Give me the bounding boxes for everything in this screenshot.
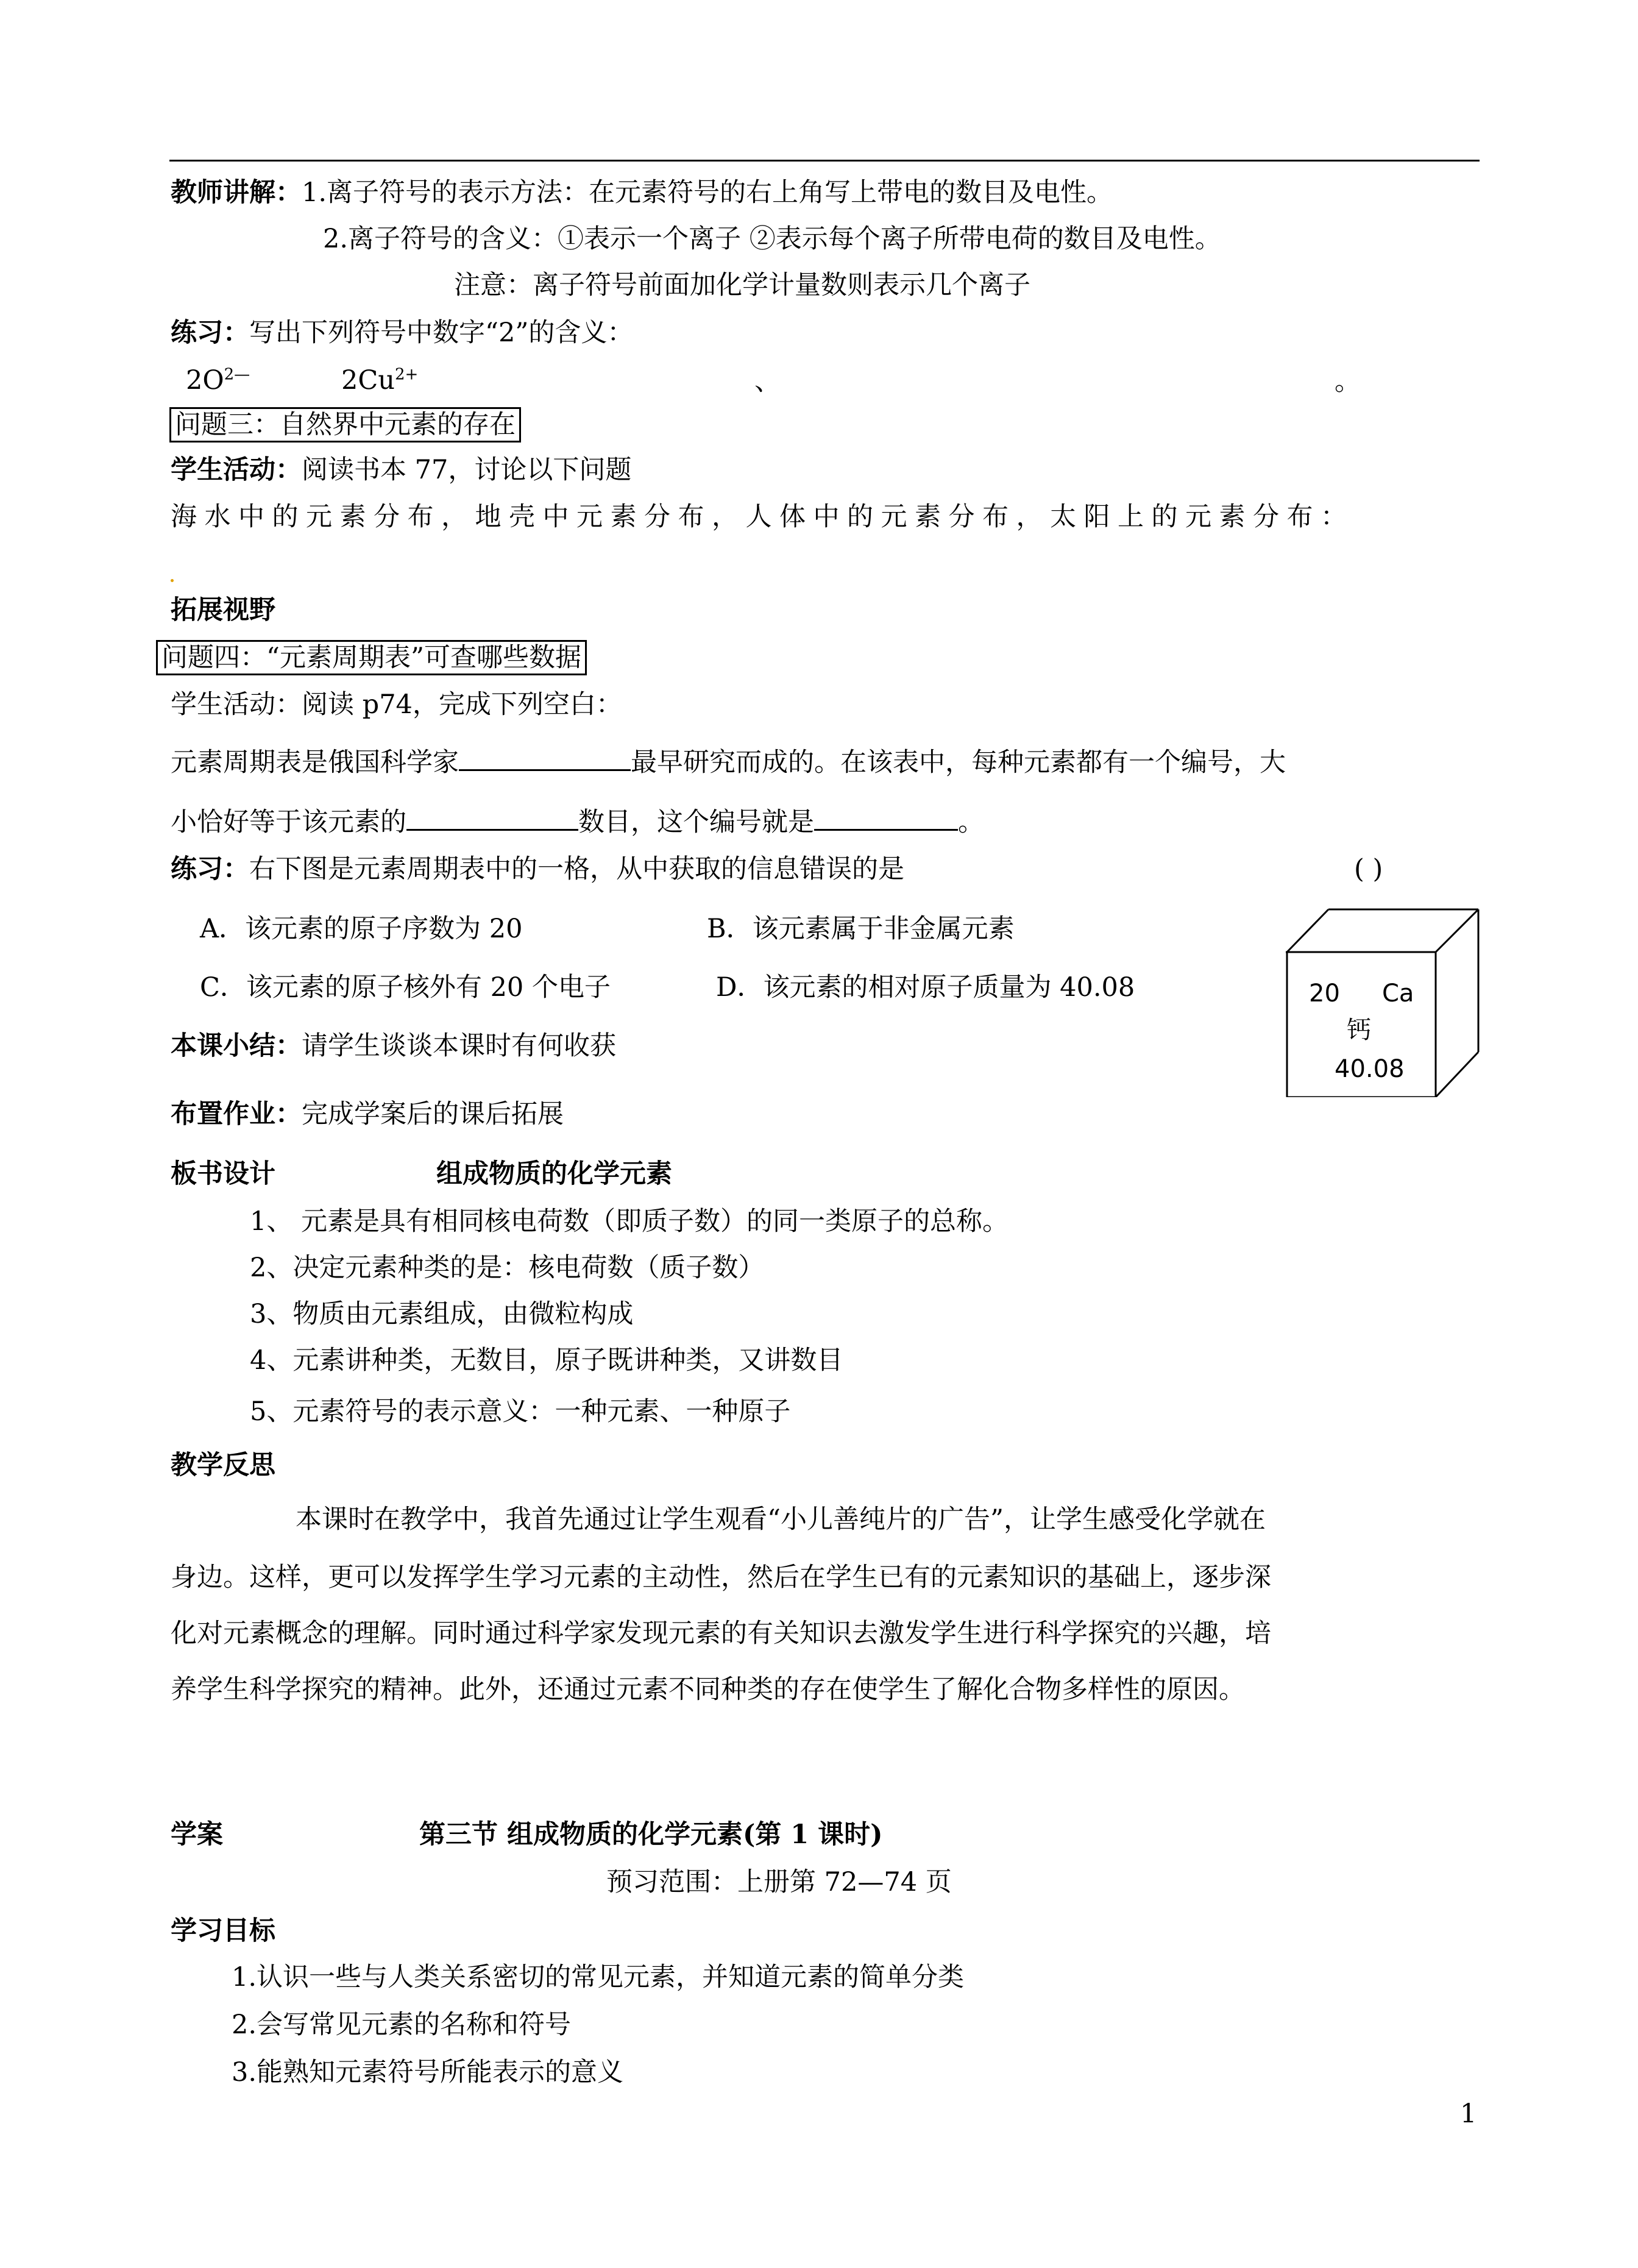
exercise-1-text: 写出下列符号中数字“2”的含义： [249, 318, 634, 348]
question-3-box: 问题三：自然界中元素的存在 [169, 407, 521, 443]
activity-1 [171, 454, 631, 486]
explain-line-2: 2.离子符号的含义：①表示一个离子 ②表示每个离子所带电荷的数目及电性。 [323, 224, 1221, 254]
element-name: 钙 [1347, 1016, 1371, 1044]
board-item: 3、物质由元素组成，由微粒构成 [250, 1299, 634, 1329]
explain-line-1 [171, 177, 1113, 208]
explain-label: 教师讲解： [171, 177, 302, 208]
exercise-2 [171, 853, 904, 885]
board-item: 4、元素讲种类，无数目，原子既讲种类，又讲数目 [250, 1345, 843, 1376]
board-label: 板书设计 [171, 1159, 275, 1189]
blank-name[interactable] [814, 805, 958, 831]
extend-heading: 拓展视野 [171, 595, 275, 625]
answer-paren[interactable]: ( ) [1354, 854, 1383, 884]
goal-item: 3.能熟知元素符号所能表示的意义 [232, 2057, 624, 2088]
option-b[interactable]: B．该元素属于非金属元素 [707, 914, 1015, 944]
summary [171, 1030, 616, 1062]
answer-separator-comma: 、 [754, 366, 781, 397]
periodic-line-2: 小恰好等于该元素的 数目，这个编号就是 。 [171, 805, 984, 838]
goal-item: 2.会写常见元素的名称和符号 [232, 2010, 572, 2040]
exercise-2-label: 练习： [171, 854, 249, 884]
answer-end-period: 。 [1335, 366, 1361, 397]
summary-label: 本课小结： [171, 1031, 302, 1061]
reflect-heading: 教学反思 [171, 1450, 275, 1481]
explain-note: 注意：离子符号前面加化学计量数则表示几个离子 [454, 270, 1030, 300]
board-item: 1、 元素是具有相同核电荷数（即质子数）的同一类原子的总称。 [250, 1206, 1009, 1237]
exercise-1-label: 练习： [171, 318, 249, 348]
option-a[interactable]: A．该元素的原子序数为 20 [200, 914, 523, 944]
activity-1-text: 阅读书本 77，讨论以下问题 [302, 455, 632, 485]
reflect-line: 身边。这样，更可以发挥学生学习元素的主动性，然后在学生已有的元素知识的基础上，逐步深 [171, 1562, 1271, 1593]
ion-symbol-copper: $2Cu^{2+}$ [341, 365, 419, 396]
goals-heading: 学习目标 [171, 1916, 275, 1946]
activity-2: 学生活动：阅读 p74，完成下列空白： [171, 689, 622, 720]
homework [171, 1098, 564, 1130]
element-number: 20 [1309, 979, 1340, 1008]
element-cell [1286, 907, 1481, 1097]
distribution-line: 海水中的元素分布，地壳中元素分布，人体中的元素分布，太阳上的元素分布： [171, 502, 1355, 532]
exercise-2-text: 右下图是元素周期表中的一格，从中获取的信息错误的是 [249, 854, 904, 884]
periodic-line-1: 元素周期表是俄国科学家 最早研究而成的。在该表中，每种元素都有一个编号，大 [171, 745, 1286, 778]
decorative-dot [171, 579, 174, 582]
exercise-1 [171, 317, 633, 349]
reflect-line: 养学生科学探究的精神。此外，还通过元素不同种类的存在使学生了解化合物多样性的原因。 [171, 1674, 1245, 1705]
board-item: 2、决定元素种类的是：核电荷数（质子数） [250, 1253, 765, 1283]
option-c[interactable]: C．该元素的原子核外有 20 个电子 [200, 972, 611, 1003]
ion-symbol-oxygen: $2O^{2—}$ [186, 365, 250, 396]
xuean-label: 学案 [171, 1819, 223, 1850]
summary-text: 请学生谈谈本课时有何收获 [302, 1031, 616, 1061]
goal-item: 1.认识一些与人类关系密切的常见元素，并知道元素的简单分类 [232, 1962, 965, 1992]
option-d[interactable]: D．该元素的相对原子质量为 40.08 [716, 972, 1135, 1003]
reflect-line: 本课时在教学中，我首先通过让学生观看“小儿善纯片的广告”，让学生感受化学就在 [296, 1504, 1266, 1535]
board-item: 5、元素符号的表示意义：一种元素、一种原子 [250, 1396, 791, 1427]
homework-text: 完成学案后的课后拓展 [302, 1099, 564, 1129]
board-title: 组成物质的化学元素 [436, 1159, 672, 1189]
page-number: 1 [1460, 2099, 1477, 2129]
top-rule [169, 160, 1480, 162]
blank-scientist[interactable] [459, 745, 631, 771]
blank-number[interactable] [406, 805, 578, 831]
element-symbol: Ca [1382, 979, 1414, 1008]
activity-1-label: 学生活动： [171, 455, 302, 485]
xuean-scope: 预习范围：上册第 72—74 页 [606, 1867, 952, 1897]
xuean-title: 第三节 组成物质的化学元素(第 1 课时) [419, 1819, 883, 1850]
homework-label: 布置作业： [171, 1099, 302, 1129]
reflect-line: 化对元素概念的理解。同时通过科学家发现元素的有关知识去激发学生进行科学探究的兴趣，培 [171, 1618, 1271, 1649]
element-mass: 40.08 [1335, 1055, 1405, 1083]
explain-text-1: 1.离子符号的表示方法：在元素符号的右上角写上带电的数目及电性。 [302, 177, 1113, 208]
question-4-box: 问题四：“元素周期表”可查哪些数据 [156, 640, 587, 675]
